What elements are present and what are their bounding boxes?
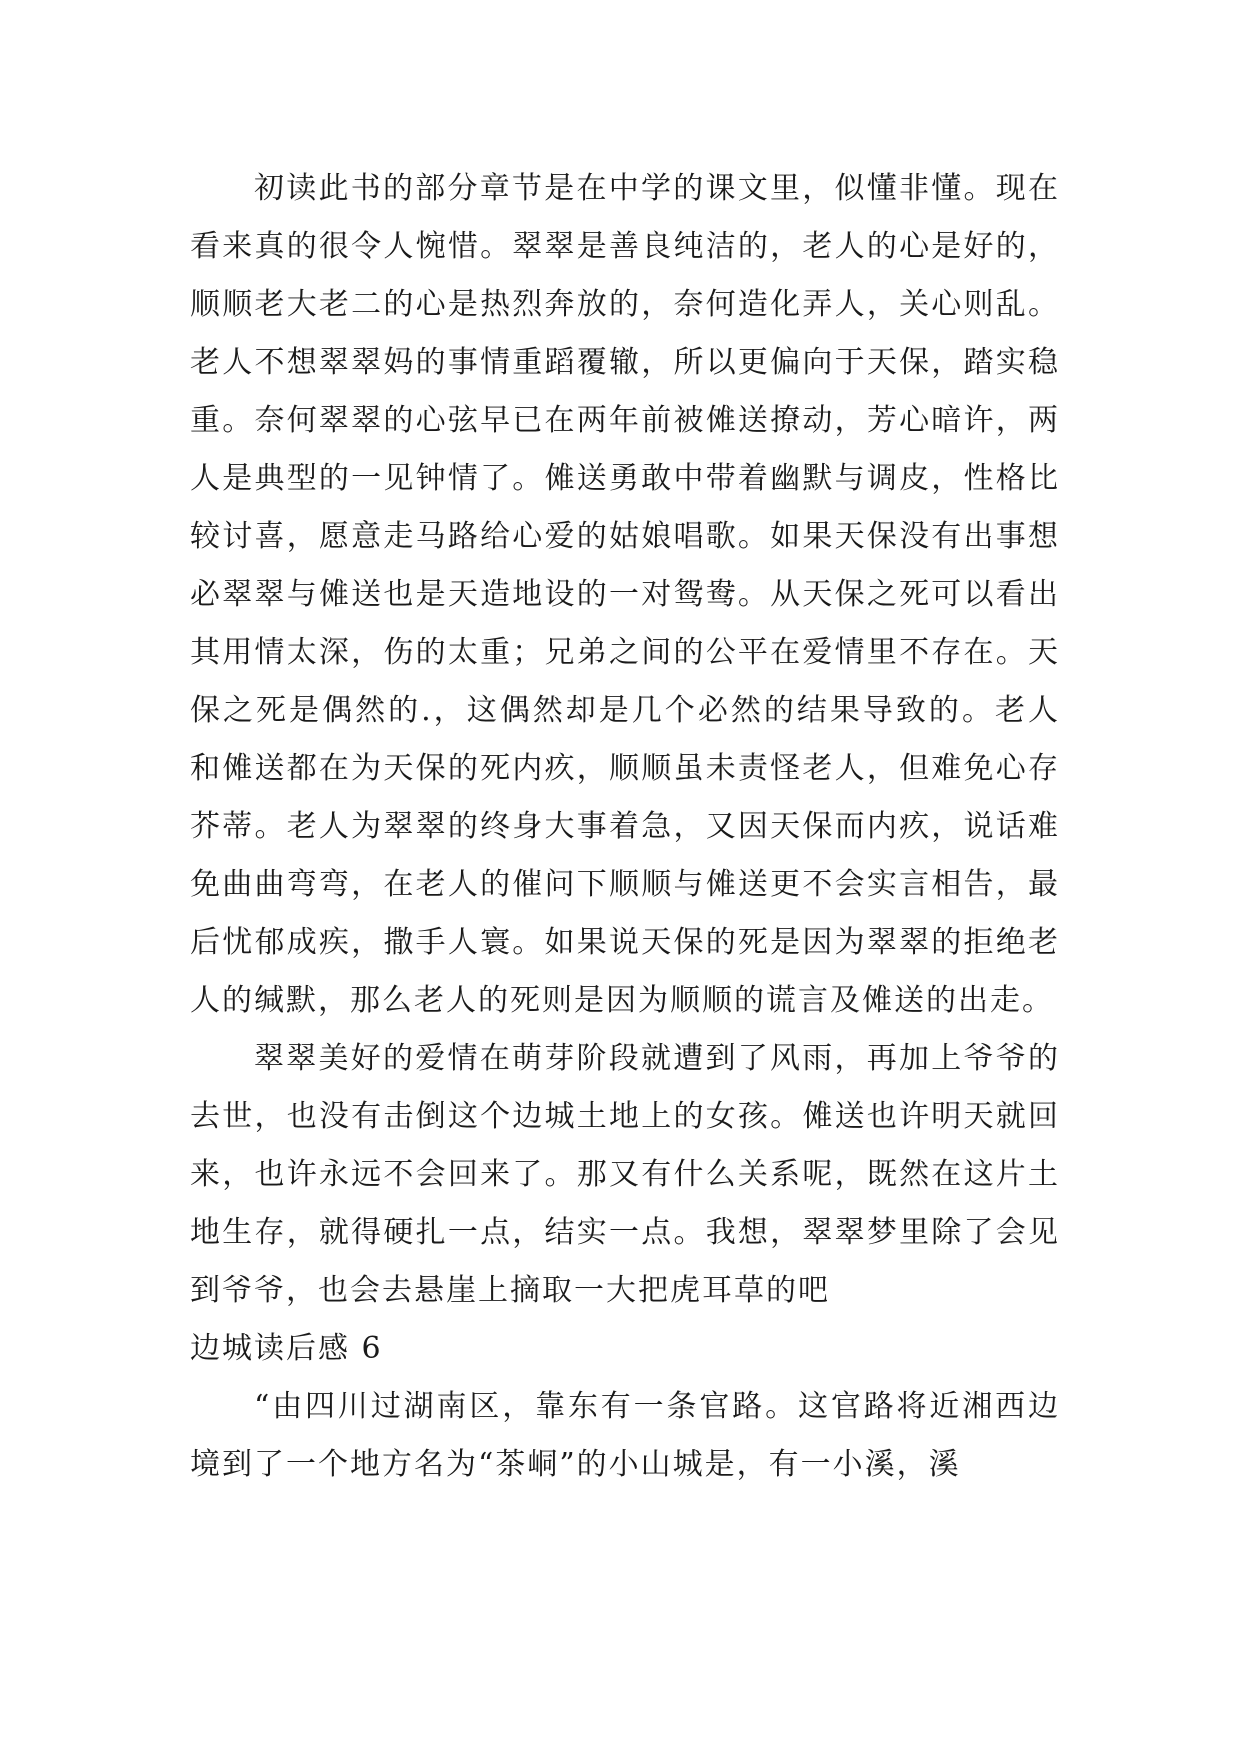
paragraph-2: 翠翠美好的爱情在萌芽阶段就遭到了风雨，再加上爷爷的去世，也没有击倒这个边城土地上的女孩。傩送也许明天就回来，也许永远不会回来了。那又有什么关系呢，既然在这片土地生存，就得硬扎一点，结实一点。我想，翠翠梦里除了会见到爷爷，也会去悬崖上摘取一大把虎耳草的吧 — [190, 1041, 1060, 1308]
paragraph-1: 初读此书的部分章节是在中学的课文里，似懂非懂。现在看来真的很令人惋惜。翠翠是善良纯洁的，老人的心是好的，顺顺老大老二的心是热烈奔放的，奈何造化弄人，关心则乱。老人不想翠翠妈的事情重蹈覆辙，所以更偏向于天保，踏实稳重。奈何翠翠的心弦早已在两年前被傩送撩动，芳心暗许，两人是典型的一见钟情了。傩送勇敢中带着幽默与调皮，性格比较讨喜，愿意走马路给心爱的姑娘唱歌。如果天保没有出事想必翠翠与傩送也是天造地设的一对鸳鸯。从天保之死可以看出其用情太深，伤的太重；兄弟之间的公平在爱情里不存在。天保之死是偶然的.，这偶然却是几个必然的结果导致的。老人和傩送都在为天保的死内疚，顺顺虽未责怪老人，但难免心存芥蒂。老人为翠翠的终身大事着急，又因天保而内疚，说话难免曲曲弯弯，在老人的催问下顺顺与傩送更不会实言相告，最后忧郁成疾，撒手人寰。如果说天保的死是因为翠翠的拒绝老人的缄默，那么老人的死则是因为顺顺的谎言及傩送的出走。 — [190, 171, 1060, 1018]
section-heading: 边城读后感 6 — [190, 1331, 383, 1366]
document-page — [190, 160, 1060, 1494]
paragraph-3: “由四川过湖南区，靠东有一条官路。这官路将近湘西边境到了一个地方名为“茶峒”的小山城是，有一小溪，溪 — [190, 1389, 1060, 1482]
